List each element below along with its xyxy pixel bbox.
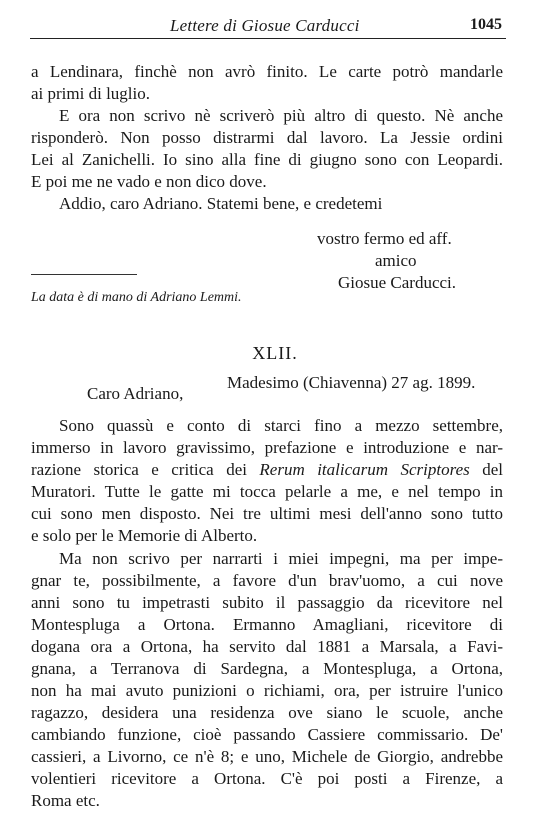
paragraph-line: gnana, a Terranova di Sardegna, a Montespluga, a Ortona, xyxy=(31,659,503,678)
salutation: Caro Adriano, xyxy=(87,384,184,403)
paragraph-line: Montespluga a Ortona. Ermanno Amagliani, ricevitore di xyxy=(31,615,503,634)
paragraph-line: anni sono tu impetrasti subito il passaggio da ricevitore nel xyxy=(31,593,503,612)
paragraph-line: cui sono men disposto. Nei tre ultimi mesi dell'anno sono tutto xyxy=(31,504,503,523)
running-header xyxy=(30,14,506,39)
paragraph-line: Roma etc. xyxy=(31,791,100,810)
closing-line: amico xyxy=(375,251,417,270)
paragraph-line xyxy=(31,460,503,480)
paragraph-line: dogana ora a Ortona, ha servito dal 1881 a Marsala, a Favi- xyxy=(31,637,503,656)
text-run: del xyxy=(469,460,503,479)
text-run: razione storica e critica dei xyxy=(31,460,260,479)
closing-line: vostro fermo ed aff. xyxy=(317,229,452,248)
place-date: Madesimo (Chiavenna) 27 ag. 1899. xyxy=(227,373,476,392)
letter-number: XLII. xyxy=(252,343,298,363)
work-title: Rerum italicarum Scriptores xyxy=(259,460,470,479)
paragraph-line: immerso in lavoro gravissimo, prefazione e introduzione e nar- xyxy=(31,438,503,457)
letter1-line: E poi me ne vado e non dico dove. xyxy=(31,172,267,191)
paragraph-line: cassieri, a Livorno, ce n'è 8; e uno, Michele de Giorgio, andrebbe xyxy=(31,747,503,766)
letter1-line: ai primi di luglio. xyxy=(31,84,150,103)
footnote-rule xyxy=(31,274,137,275)
letter1-line: Addio, caro Adriano. Statemi bene, e credetemi xyxy=(59,194,383,213)
letter1-line: Lei al Zanichelli. Io sino alla fine di giugno sono con Leopardi. xyxy=(31,150,503,169)
letter1-line: a Lendinara, finchè non avrò finito. Le carte potrò mandarle xyxy=(31,62,503,81)
paragraph-line: volentieri ricevitore a Ortona. C'è poi posti a Firenze, a xyxy=(31,769,503,788)
letter1-line: risponderò. Non posso distrarmi dal lavoro. La Jessie ordini xyxy=(31,128,503,147)
paragraph-line: non ha mai avuto punizioni o richiami, ora, per istruire l'unico xyxy=(31,681,503,700)
paragraph-line: ragazzo, desidera una residenza ove siano le scuole, anche xyxy=(31,703,503,722)
paragraph-line: Ma non scrivo per narrarti i miei impegni, ma per impe- xyxy=(59,549,503,568)
paragraph-line: gnar te, possibilmente, a favore d'un brav'uomo, a cui nove xyxy=(31,571,503,590)
paragraph-line: e solo per le Memorie di Alberto. xyxy=(31,526,258,545)
letter1-line: E ora non scrivo nè scriverò più altro di questo. Nè anche xyxy=(59,106,503,125)
running-title: Lettere di Giosue Carducci xyxy=(170,16,360,35)
footnote: La data è di mano di Adriano Lemmi. xyxy=(31,290,242,305)
paragraph-line: Sono quassù e conto di starci fino a mezzo settembre, xyxy=(59,416,503,435)
page-number: 1045 xyxy=(470,16,502,33)
paragraph-line: Muratori. Tutte le gatte mi tocca pelarle a me, e nel tempo in xyxy=(31,482,503,501)
signature: Giosue Carducci. xyxy=(338,273,457,292)
paragraph-line: cambiando funzione, cioè passando Cassiere commissario. De' xyxy=(31,725,503,744)
